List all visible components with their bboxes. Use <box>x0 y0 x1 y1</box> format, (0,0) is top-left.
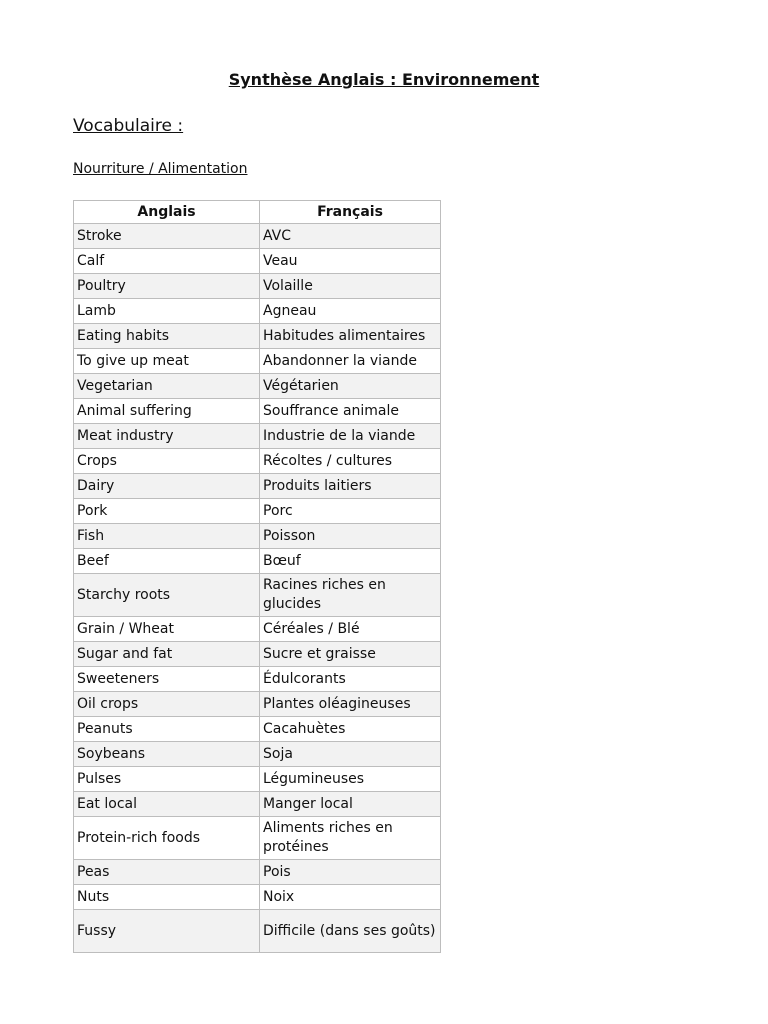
table-row <box>74 717 441 742</box>
table-row <box>74 692 441 717</box>
french-term: Cacahuètes <box>260 717 441 742</box>
french-term: Aliments riches en protéines <box>260 817 441 860</box>
english-term: Lamb <box>74 299 260 324</box>
french-term: Agneau <box>260 299 441 324</box>
french-term: Sucre et graisse <box>260 642 441 667</box>
french-term: Racines riches en glucides <box>260 574 441 617</box>
table-row <box>74 792 441 817</box>
english-term: Starchy roots <box>74 574 260 617</box>
english-term: Eating habits <box>74 324 260 349</box>
french-term: Abandonner la viande <box>260 349 441 374</box>
english-term: Pulses <box>74 767 260 792</box>
table-row <box>74 524 441 549</box>
table-row <box>74 617 441 642</box>
english-term: Dairy <box>74 474 260 499</box>
table-row <box>74 885 441 910</box>
french-term: Porc <box>260 499 441 524</box>
french-term: Céréales / Blé <box>260 617 441 642</box>
french-term: Difficile (dans ses goûts) <box>260 910 441 953</box>
english-term: Stroke <box>74 224 260 249</box>
table-row <box>74 224 441 249</box>
english-term: Eat local <box>74 792 260 817</box>
english-term: Calf <box>74 249 260 274</box>
english-term: Peas <box>74 860 260 885</box>
french-term: Manger local <box>260 792 441 817</box>
english-term: Beef <box>74 549 260 574</box>
table-row <box>74 349 441 374</box>
table-row <box>74 642 441 667</box>
table-row <box>74 424 441 449</box>
english-term: Meat industry <box>74 424 260 449</box>
french-term: Plantes oléagineuses <box>260 692 441 717</box>
table-header-row <box>74 201 441 224</box>
french-term: Édulcorants <box>260 667 441 692</box>
french-term: AVC <box>260 224 441 249</box>
table-row <box>74 910 441 953</box>
french-term: Industrie de la viande <box>260 424 441 449</box>
table-row <box>74 249 441 274</box>
french-term: Légumineuses <box>260 767 441 792</box>
english-term: Poultry <box>74 274 260 299</box>
table-row <box>74 499 441 524</box>
french-term: Poisson <box>260 524 441 549</box>
french-term: Volaille <box>260 274 441 299</box>
french-term: Pois <box>260 860 441 885</box>
english-term: Fussy <box>74 910 260 953</box>
english-term: Pork <box>74 499 260 524</box>
table-row <box>74 817 441 860</box>
french-term: Habitudes alimentaires <box>260 324 441 349</box>
english-term: Peanuts <box>74 717 260 742</box>
english-term: Sugar and fat <box>74 642 260 667</box>
vocabulary-table <box>73 200 441 953</box>
french-term: Produits laitiers <box>260 474 441 499</box>
english-term: Vegetarian <box>74 374 260 399</box>
english-term: Fish <box>74 524 260 549</box>
french-term: Bœuf <box>260 549 441 574</box>
english-term: Crops <box>74 449 260 474</box>
french-term: Végétarien <box>260 374 441 399</box>
english-term: Animal suffering <box>74 399 260 424</box>
table-row <box>74 324 441 349</box>
table-row <box>74 549 441 574</box>
french-term: Soja <box>260 742 441 767</box>
table-row <box>74 667 441 692</box>
table-row <box>74 449 441 474</box>
table-row <box>74 399 441 424</box>
vocabulary-table-body <box>74 224 441 953</box>
column-header-french: Français <box>260 201 441 224</box>
french-term: Récoltes / cultures <box>260 449 441 474</box>
table-row <box>74 274 441 299</box>
table-row <box>74 474 441 499</box>
french-term: Souffrance animale <box>260 399 441 424</box>
english-term: Nuts <box>74 885 260 910</box>
english-term: Protein-rich foods <box>74 817 260 860</box>
english-term: Sweeteners <box>74 667 260 692</box>
table-row <box>74 742 441 767</box>
french-term: Veau <box>260 249 441 274</box>
english-term: Grain / Wheat <box>74 617 260 642</box>
table-row <box>74 860 441 885</box>
table-row <box>74 574 441 617</box>
table-row <box>74 374 441 399</box>
section-heading: Vocabulaire : <box>73 116 184 136</box>
french-term: Noix <box>260 885 441 910</box>
table-row <box>74 299 441 324</box>
subsection-heading: Nourriture / Alimentation <box>73 161 248 177</box>
table-row <box>74 767 441 792</box>
english-term: To give up meat <box>74 349 260 374</box>
page-title: Synthèse Anglais : Environnement <box>228 70 540 89</box>
column-header-english: Anglais <box>74 201 260 224</box>
english-term: Oil crops <box>74 692 260 717</box>
english-term: Soybeans <box>74 742 260 767</box>
